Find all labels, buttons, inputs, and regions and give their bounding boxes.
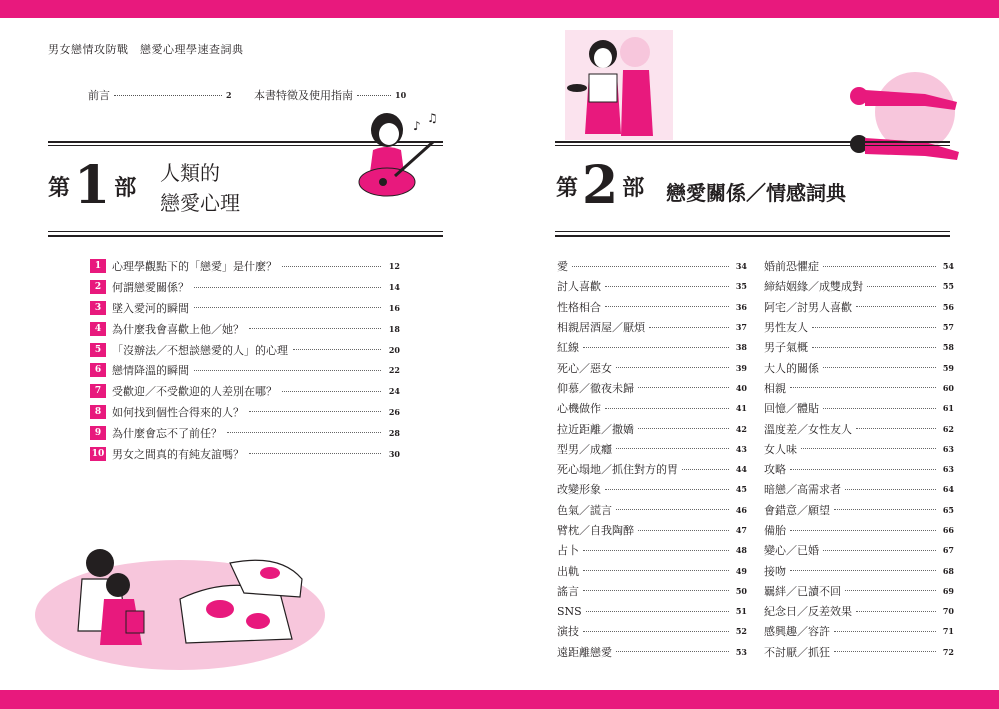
glossary-term: 變心／已婚: [764, 544, 819, 558]
glossary-term: 男子氣概: [764, 341, 808, 355]
leader-dots: [790, 469, 936, 470]
toc-entry-guide[interactable]: [254, 87, 406, 103]
bottom-band: [0, 690, 999, 709]
glossary-term: 拉近距離／撒嬌: [557, 422, 634, 436]
leader-dots: [823, 408, 936, 409]
leader-dots: [605, 286, 729, 287]
glossary-page: 52: [735, 626, 747, 637]
glossary-term: 會錯意／願望: [764, 503, 830, 517]
chapter-label: 墜入愛河的瞬間: [112, 301, 189, 315]
glossary-row[interactable]: [557, 317, 747, 337]
chapter-row[interactable]: [90, 256, 400, 277]
glossary-term: 死心塌地／抓住對方的胃: [557, 463, 678, 477]
chapter-number: 3: [90, 301, 106, 315]
glossary-page: 72: [942, 646, 954, 657]
toc-label: 本書特徵及使用指南: [254, 89, 353, 102]
glossary-term: 大人的關係: [764, 361, 819, 375]
glossary-term: 相親居酒屋／厭煩: [557, 321, 645, 335]
glossary-term: 男性友人: [764, 321, 808, 335]
glossary-page: 66: [942, 525, 954, 535]
glossary-row[interactable]: [557, 540, 747, 560]
glossary-row[interactable]: [764, 581, 954, 601]
leader-dots: [638, 428, 729, 429]
glossary-page: 61: [942, 403, 954, 414]
leader-dots: [834, 509, 936, 510]
leader-dots: [586, 611, 729, 612]
part2-bottom-rule: [555, 235, 950, 237]
leader-dots: [605, 489, 729, 490]
glossary-row[interactable]: [764, 297, 954, 317]
glossary-term: 死心／惡女: [557, 361, 612, 375]
chapter-label: 如何找到個性合得來的人？: [112, 405, 244, 419]
leader-dots: [801, 448, 936, 449]
leader-dots: [194, 307, 381, 308]
glossary-row[interactable]: [764, 398, 954, 418]
glossary-page: 41: [735, 403, 747, 414]
chapter-page: 26: [388, 406, 400, 417]
glossary-term: 備胎: [764, 524, 786, 537]
chapter-number: 7: [90, 384, 106, 398]
chapter-number: 2: [90, 280, 106, 294]
leader-dots: [616, 448, 729, 449]
glossary-term: 遠距離戀愛: [557, 645, 612, 659]
glossary-row[interactable]: [764, 276, 954, 296]
glossary-row[interactable]: [557, 581, 747, 601]
part1-heading: [48, 155, 137, 216]
glossary-row[interactable]: [557, 601, 747, 621]
glossary-page: 43: [735, 443, 747, 454]
glossary-page: 68: [942, 565, 954, 576]
leader-dots: [282, 391, 381, 392]
chapter-page: 30: [388, 448, 400, 459]
leader-dots: [605, 306, 729, 307]
chapter-row[interactable]: [90, 360, 400, 381]
chapter-label: 何謂戀愛關係？: [112, 281, 189, 295]
glossary-row[interactable]: [557, 256, 747, 276]
part2-top-rule-thin: [555, 145, 950, 146]
glossary-row[interactable]: [557, 418, 747, 438]
chapter-number: 4: [90, 322, 106, 336]
glossary-row[interactable]: [764, 540, 954, 560]
part1-title-line1: 人類的: [160, 161, 220, 185]
glossary-page: 46: [735, 504, 747, 515]
part2-glossary-col2: [764, 256, 954, 662]
chapter-page: 22: [388, 365, 400, 376]
glossary-term: 改變形象: [557, 483, 601, 497]
chapter-page: 20: [388, 344, 400, 355]
leader-dots: [616, 509, 729, 510]
glossary-page: 36: [735, 301, 747, 312]
svg-text:♪: ♪: [413, 119, 421, 133]
glossary-page: 45: [735, 484, 747, 495]
leader-dots: [856, 428, 936, 429]
glossary-page: 70: [942, 606, 954, 617]
chapter-page: 18: [388, 323, 400, 334]
chapter-label: 為什麼我會喜歡上他／她？: [112, 322, 244, 336]
glossary-row[interactable]: [557, 439, 747, 459]
leader-dots: [249, 328, 381, 329]
glossary-row[interactable]: [557, 621, 747, 641]
toc-page: 2: [226, 90, 232, 100]
leader-dots: [682, 469, 729, 470]
glossary-page: 65: [942, 504, 954, 515]
leader-dots: [812, 347, 936, 348]
glossary-row[interactable]: [557, 357, 747, 377]
leader-dots: [249, 411, 381, 412]
leader-dots: [583, 590, 729, 591]
chapter-label: 男女之間真的有純友誼嗎？: [112, 447, 244, 461]
leader-dots: [194, 370, 381, 371]
chapter-number: 5: [90, 343, 106, 357]
glossary-term: 攻略: [764, 463, 786, 477]
glossary-page: 47: [735, 525, 747, 535]
part1-title: [160, 158, 240, 218]
glossary-row[interactable]: [764, 317, 954, 337]
glossary-page: 53: [735, 646, 747, 657]
glossary-term: 溫度差／女性友人: [764, 422, 852, 436]
leader-dots: [638, 387, 729, 388]
leader-dots: [790, 570, 936, 571]
leader-dots: [856, 611, 936, 612]
chapter-row[interactable]: [90, 339, 400, 360]
glossary-page: 71: [942, 626, 954, 637]
chapter-row[interactable]: [90, 318, 400, 339]
glossary-page: 62: [942, 423, 954, 434]
toc-label: 前言: [88, 89, 110, 102]
part-dai: 第: [48, 174, 71, 201]
chapter-label: 戀情降溫的瞬間: [112, 364, 189, 378]
glossary-page: 39: [735, 362, 747, 373]
toc-entry-preface[interactable]: [88, 87, 232, 103]
glossary-page: 51: [735, 606, 747, 617]
chapter-number: 6: [90, 363, 106, 377]
part1-title-line2: 戀愛心理: [160, 191, 240, 215]
glossary-term: 心機做作: [557, 402, 601, 416]
leader-dots: [282, 266, 381, 267]
leader-dots: [583, 631, 729, 632]
glossary-page: 58: [942, 342, 954, 353]
glossary-page: 55: [942, 281, 954, 292]
glossary-page: 69: [942, 585, 954, 596]
chapter-label: 為什麼會忘不了前任？: [112, 426, 222, 440]
glossary-page: 54: [942, 261, 954, 272]
toc-page: 10: [395, 90, 407, 100]
glossary-term: 占卜: [557, 544, 579, 558]
glossary-row[interactable]: [557, 398, 747, 418]
glossary-term: 感興趣／容許: [764, 625, 830, 639]
glossary-row[interactable]: [764, 439, 954, 459]
glossary-row[interactable]: [557, 297, 747, 317]
glossary-term: 謠言: [557, 584, 579, 598]
glossary-page: 64: [942, 484, 954, 495]
sleeping-couple-illustration: [845, 72, 963, 172]
glossary-page: 48: [735, 545, 747, 556]
chapter-row[interactable]: [90, 422, 400, 443]
leader-dots: [790, 387, 936, 388]
glossary-term: 性格相合: [557, 300, 601, 314]
glossary-row[interactable]: [557, 337, 747, 357]
leader-dots: [845, 489, 936, 490]
chapter-page: 24: [388, 386, 400, 397]
glossary-page: 38: [735, 342, 747, 353]
glossary-term: SNS: [557, 604, 582, 618]
leader-dots: [856, 306, 936, 307]
part1-bottom-rule: [48, 235, 443, 237]
leader-dots: [249, 453, 381, 454]
glossary-term: 不討厭／抓狂: [764, 645, 830, 659]
leader-dots: [812, 327, 936, 328]
reading-couple-cows-illustration: [30, 535, 330, 675]
glossary-term: 色氣／謊言: [557, 503, 612, 517]
leader-dots: [114, 95, 222, 96]
glossary-term: 紀念日／反差效果: [764, 605, 852, 619]
leader-dots: [790, 530, 936, 531]
leader-dots: [583, 550, 729, 551]
svg-text:♫: ♫: [427, 111, 438, 125]
glossary-page: 44: [735, 464, 747, 475]
leader-dots: [845, 590, 936, 591]
leader-dots: [194, 287, 381, 288]
leader-dots: [823, 550, 936, 551]
leader-dots: [834, 631, 936, 632]
part-number: 2: [582, 155, 619, 216]
glossary-row[interactable]: [764, 337, 954, 357]
glossary-row[interactable]: [764, 520, 954, 540]
glossary-term: 演技: [557, 625, 579, 639]
leader-dots: [227, 432, 381, 433]
glossary-row[interactable]: [557, 459, 747, 479]
glossary-row[interactable]: [557, 520, 747, 540]
glossary-term: 締結姻緣／成雙成對: [764, 280, 863, 294]
glossary-row[interactable]: [764, 378, 954, 398]
glossary-page: 40: [735, 382, 747, 393]
glossary-page: 49: [735, 565, 747, 576]
leader-dots: [867, 286, 936, 287]
chapter-label: 受歡迎／不受歡迎的人差別在哪？: [112, 385, 277, 399]
leader-dots: [572, 266, 729, 267]
glossary-row[interactable]: [764, 479, 954, 499]
part1-chapter-list: [90, 256, 400, 464]
leader-dots: [616, 367, 729, 368]
glossary-row[interactable]: [764, 500, 954, 520]
chapter-label: 心理學觀點下的「戀愛」是什麼？: [112, 260, 277, 274]
leader-dots: [638, 530, 729, 531]
leader-dots: [616, 651, 729, 652]
glossary-row[interactable]: [764, 418, 954, 438]
chapter-page: 12: [388, 261, 400, 272]
top-band: [0, 0, 999, 18]
chapter-row[interactable]: [90, 402, 400, 423]
leader-dots: [583, 570, 729, 571]
glossary-page: 37: [735, 322, 747, 333]
part-bu: 部: [114, 174, 137, 201]
part-dai: 第: [556, 174, 579, 201]
glossary-term: 仰慕／徹夜未歸: [557, 381, 634, 395]
chapter-page: 28: [388, 427, 400, 438]
cooking-couple-illustration: [565, 30, 673, 140]
glossary-row[interactable]: [557, 276, 747, 296]
chapter-page: 14: [388, 282, 400, 293]
glossary-page: 56: [942, 301, 954, 312]
glossary-term: 回憶／體貼: [764, 402, 819, 416]
chapter-page: 16: [388, 302, 400, 313]
leader-dots: [649, 327, 729, 328]
chapter-row[interactable]: [90, 277, 400, 298]
leader-dots: [834, 651, 936, 652]
glossary-row[interactable]: [764, 621, 954, 641]
part2-heading: [556, 155, 645, 216]
glossary-row[interactable]: [764, 256, 954, 276]
chapter-number: 10: [91, 448, 105, 459]
chapter-number: 8: [90, 405, 106, 419]
glossary-page: 50: [735, 585, 747, 596]
glossary-page: 67: [942, 545, 954, 556]
glossary-row[interactable]: [557, 378, 747, 398]
glossary-term: 接吻: [764, 564, 786, 578]
leader-dots: [357, 95, 391, 96]
glossary-term: 暗戀／高需求者: [764, 483, 841, 497]
leader-dots: [293, 349, 381, 350]
leader-dots: [605, 408, 729, 409]
chapter-number: 1: [90, 259, 106, 273]
leader-dots: [823, 266, 936, 267]
leader-dots: [823, 367, 936, 368]
chapter-row[interactable]: [90, 443, 400, 464]
glossary-term: 女人味: [764, 442, 797, 456]
glossary-row[interactable]: [557, 560, 747, 580]
glossary-row[interactable]: [764, 357, 954, 377]
glossary-page: 60: [942, 382, 954, 393]
part1-bottom-rule-thin: [48, 231, 443, 232]
part2-glossary-col1: [557, 256, 747, 662]
glossary-term: 出軌: [557, 564, 579, 578]
glossary-row[interactable]: [764, 560, 954, 580]
leader-dots: [583, 347, 729, 348]
part2-title: 戀愛關係／情感詞典: [666, 181, 846, 205]
glossary-page: 63: [942, 464, 954, 475]
glossary-row[interactable]: [557, 642, 747, 662]
glossary-page: 57: [942, 322, 954, 333]
glossary-term: 臂枕／自我陶醉: [557, 524, 634, 537]
book-title: 男女戀情攻防戰 戀愛心理學速查詞典: [48, 43, 244, 56]
glossary-term: 相親: [764, 381, 786, 395]
part-bu: 部: [622, 174, 645, 201]
glossary-term: 羈絆／已讀不回: [764, 584, 841, 598]
glossary-term: 阿宅／討男人喜歡: [764, 300, 852, 314]
chapter-number: 9: [90, 426, 106, 440]
glossary-term: 愛: [557, 260, 568, 274]
glossary-page: 59: [942, 362, 954, 373]
glossary-row[interactable]: [557, 500, 747, 520]
glossary-page: 63: [942, 443, 954, 454]
part-number: 1: [74, 155, 111, 216]
chapter-row[interactable]: [90, 298, 400, 319]
chapter-row[interactable]: [90, 381, 400, 402]
glossary-page: 35: [735, 281, 747, 292]
glossary-term: 紅線: [557, 341, 579, 355]
glossary-term: 婚前恐懼症: [764, 260, 819, 274]
glossary-row[interactable]: [764, 601, 954, 621]
glossary-row[interactable]: [557, 479, 747, 499]
glossary-row[interactable]: [764, 642, 954, 662]
chapter-label: 「沒辦法／不想談戀愛的人」的心理: [112, 343, 288, 357]
glossary-term: 討人喜歡: [557, 280, 601, 294]
glossary-row[interactable]: [764, 459, 954, 479]
glossary-page: 34: [735, 261, 747, 272]
glossary-term: 型男／成癮: [557, 442, 612, 456]
part2-bottom-rule-thin: [555, 231, 950, 232]
glossary-page: 42: [735, 423, 747, 434]
part2-top-rule: [555, 141, 950, 143]
guitar-girl-illustration: [355, 108, 445, 203]
